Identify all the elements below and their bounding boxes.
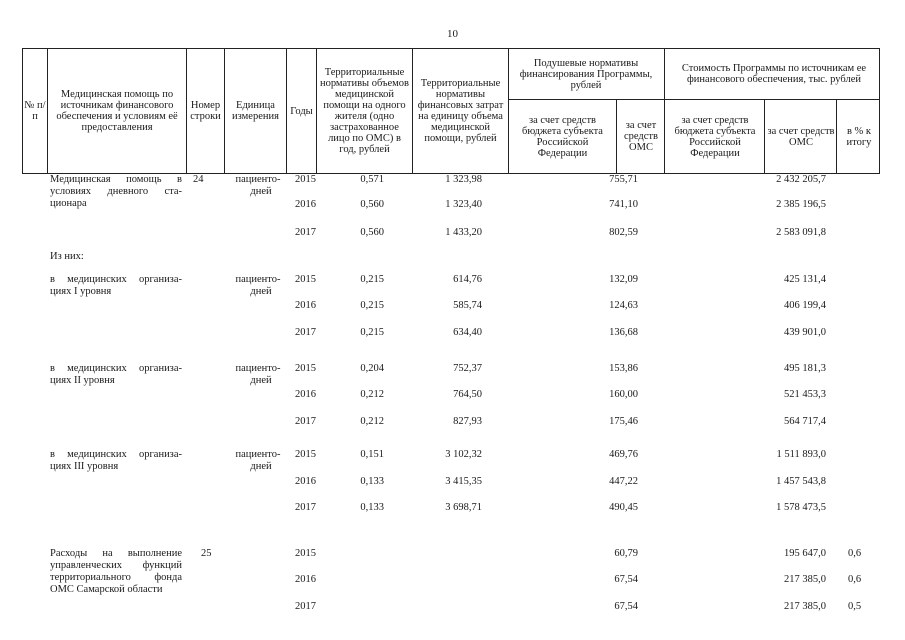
row-label-line: Медицинская помощь в	[50, 174, 182, 185]
total-value: 564 717,4	[784, 416, 826, 427]
oms-value: 490,45	[609, 502, 638, 513]
vol-value: 0,151	[360, 449, 384, 460]
vol-value: 0,133	[360, 476, 384, 487]
header-divider	[836, 99, 837, 173]
header-per-capita-budget: за счет средств бюджета субъекта Российской Федерации	[522, 114, 603, 159]
unit-line: дней	[250, 186, 272, 197]
oms-value: 60,79	[614, 548, 638, 559]
cost-value: 1 323,40	[445, 199, 482, 210]
oms-value: 741,10	[609, 199, 638, 210]
vol-value: 0,215	[360, 300, 384, 311]
year: 2017	[295, 327, 316, 338]
year: 2016	[295, 574, 316, 585]
total-value: 1 511 893,0	[776, 449, 826, 460]
header-divider	[764, 99, 765, 173]
cost-value: 1 433,20	[445, 227, 482, 238]
vol-value: 0,571	[360, 174, 384, 185]
year: 2017	[295, 601, 316, 612]
row-label-line: циях II уровня	[50, 375, 115, 386]
oms-value: 469,76	[609, 449, 638, 460]
vol-value: 0,560	[360, 227, 384, 238]
row-label	[50, 449, 182, 473]
unit-line: дней	[250, 286, 272, 297]
row-label-line: в медицинских организа-	[50, 449, 182, 460]
cost-value: 752,37	[453, 363, 482, 374]
row-label	[50, 363, 182, 387]
pct-value: 0,6	[848, 574, 862, 585]
header-cost-total: Стоимость Программы по источникам ее финансового обеспечения, тыс. рублей	[681, 63, 867, 85]
total-value: 217 385,0	[784, 574, 826, 585]
header-cost-budget: за счет средств бюджета субъекта Российской Федерации	[674, 114, 756, 159]
header-cost-norm: Территориальные нормативы финансовых затрат на единицу объема медицинской помощи, рублей	[417, 78, 504, 144]
header-divider	[664, 49, 665, 173]
oms-value: 175,46	[609, 416, 638, 427]
year: 2017	[295, 416, 316, 427]
pct-value: 0,5	[848, 601, 862, 612]
table-header	[22, 48, 880, 174]
unit-line: дней	[250, 375, 272, 386]
row-label	[50, 174, 182, 210]
cost-value: 764,50	[453, 389, 482, 400]
row-label	[50, 274, 182, 298]
cost-value: 1 323,98	[445, 174, 482, 185]
vol-value: 0,212	[360, 416, 384, 427]
header-vol-norm: Территориальные нормативы объемов медицинской помощи на одного жителя (одно застрахованное лицо по ОМС) в год, рублей	[319, 67, 410, 155]
row-label-line: в медицинских организа-	[50, 363, 182, 374]
total-value: 2 583 091,8	[776, 227, 826, 238]
year: 2016	[295, 389, 316, 400]
total-value: 1 457 543,8	[776, 476, 826, 487]
year: 2016	[295, 199, 316, 210]
unit-line: дней	[250, 461, 272, 472]
header-num: № п/п	[24, 100, 46, 122]
unit-line: пациенто-	[235, 363, 281, 374]
year: 2016	[295, 300, 316, 311]
row-number: 25	[201, 548, 212, 559]
row-label-line: ОМС Самарской области	[50, 584, 163, 595]
total-value: 217 385,0	[784, 601, 826, 612]
cost-value: 585,74	[453, 300, 482, 311]
header-row-no: Номер строки	[190, 100, 221, 122]
cost-value: 3 698,71	[445, 502, 482, 513]
page-number: 10	[447, 28, 458, 40]
total-value: 521 453,3	[784, 389, 826, 400]
vol-value: 0,560	[360, 199, 384, 210]
header-cost-oms: за счет средств ОМС	[767, 125, 835, 148]
header-divider	[412, 49, 413, 173]
oms-value: 755,71	[609, 174, 638, 185]
header-divider	[316, 49, 317, 173]
row-label	[50, 548, 182, 596]
header-unit: Единица измерения	[232, 100, 279, 122]
header-divider	[616, 99, 617, 173]
header-care: Медицинская помощь по источникам финансового обеспечения и условиям её предоставления	[56, 89, 178, 133]
oms-value: 67,54	[614, 601, 638, 612]
row-number: 24	[193, 174, 204, 185]
row-label-line: циях III уровня	[50, 461, 119, 472]
oms-value: 132,09	[609, 274, 638, 285]
pct-value: 0,6	[848, 548, 862, 559]
cost-value: 827,93	[453, 416, 482, 427]
row-label-line: ционара	[50, 198, 87, 209]
unit-line: пациенто-	[235, 274, 281, 285]
row-label-line: условиях дневного ста-	[50, 186, 182, 197]
row-label-line: Расходы на выполнение	[50, 548, 182, 559]
year: 2015	[295, 174, 316, 185]
total-value: 195 647,0	[784, 548, 826, 559]
year: 2017	[295, 227, 316, 238]
cost-value: 614,76	[453, 274, 482, 285]
row-label-line: циях I уровня	[50, 286, 112, 297]
year: 2015	[295, 363, 316, 374]
header-per-capita: Подушевые нормативы финансирования Программы, рублей	[519, 57, 653, 91]
oms-value: 160,00	[609, 389, 638, 400]
header-divider	[47, 49, 48, 173]
row-label-line: в медицинских организа-	[50, 274, 182, 285]
total-value: 1 578 473,5	[776, 502, 826, 513]
oms-value: 136,68	[609, 327, 638, 338]
year: 2015	[295, 548, 316, 559]
total-value: 2 385 196,5	[776, 199, 826, 210]
total-value: 495 181,3	[784, 363, 826, 374]
total-value: 425 131,4	[784, 274, 826, 285]
unit-line: пациенто-	[235, 449, 281, 460]
year: 2016	[295, 476, 316, 487]
header-cost-pct: в % к итогу	[846, 125, 872, 148]
header-years: Годы	[290, 105, 313, 117]
total-value: 406 199,4	[784, 300, 826, 311]
header-per-capita-oms: за счет средств ОМС	[624, 120, 658, 153]
cost-value: 3 102,32	[445, 449, 482, 460]
year: 2015	[295, 274, 316, 285]
vol-value: 0,215	[360, 274, 384, 285]
oms-value: 802,59	[609, 227, 638, 238]
total-value: 2 432 205,7	[776, 174, 826, 185]
vol-value: 0,215	[360, 327, 384, 338]
vol-value: 0,204	[360, 363, 384, 374]
vol-value: 0,133	[360, 502, 384, 513]
oms-value: 447,22	[609, 476, 638, 487]
vol-value: 0,212	[360, 389, 384, 400]
subheading: Из них:	[50, 251, 84, 262]
row-label-line: управленческих функций	[50, 560, 182, 571]
total-value: 439 901,0	[784, 327, 826, 338]
oms-value: 124,63	[609, 300, 638, 311]
cost-value: 3 415,35	[445, 476, 482, 487]
oms-value: 67,54	[614, 574, 638, 585]
year: 2015	[295, 449, 316, 460]
oms-value: 153,86	[609, 363, 638, 374]
year: 2017	[295, 502, 316, 513]
row-label-line: территориального фонда	[50, 572, 182, 583]
header-divider	[508, 49, 509, 173]
cost-value: 634,40	[453, 327, 482, 338]
unit-line: пациенто-	[235, 174, 281, 185]
